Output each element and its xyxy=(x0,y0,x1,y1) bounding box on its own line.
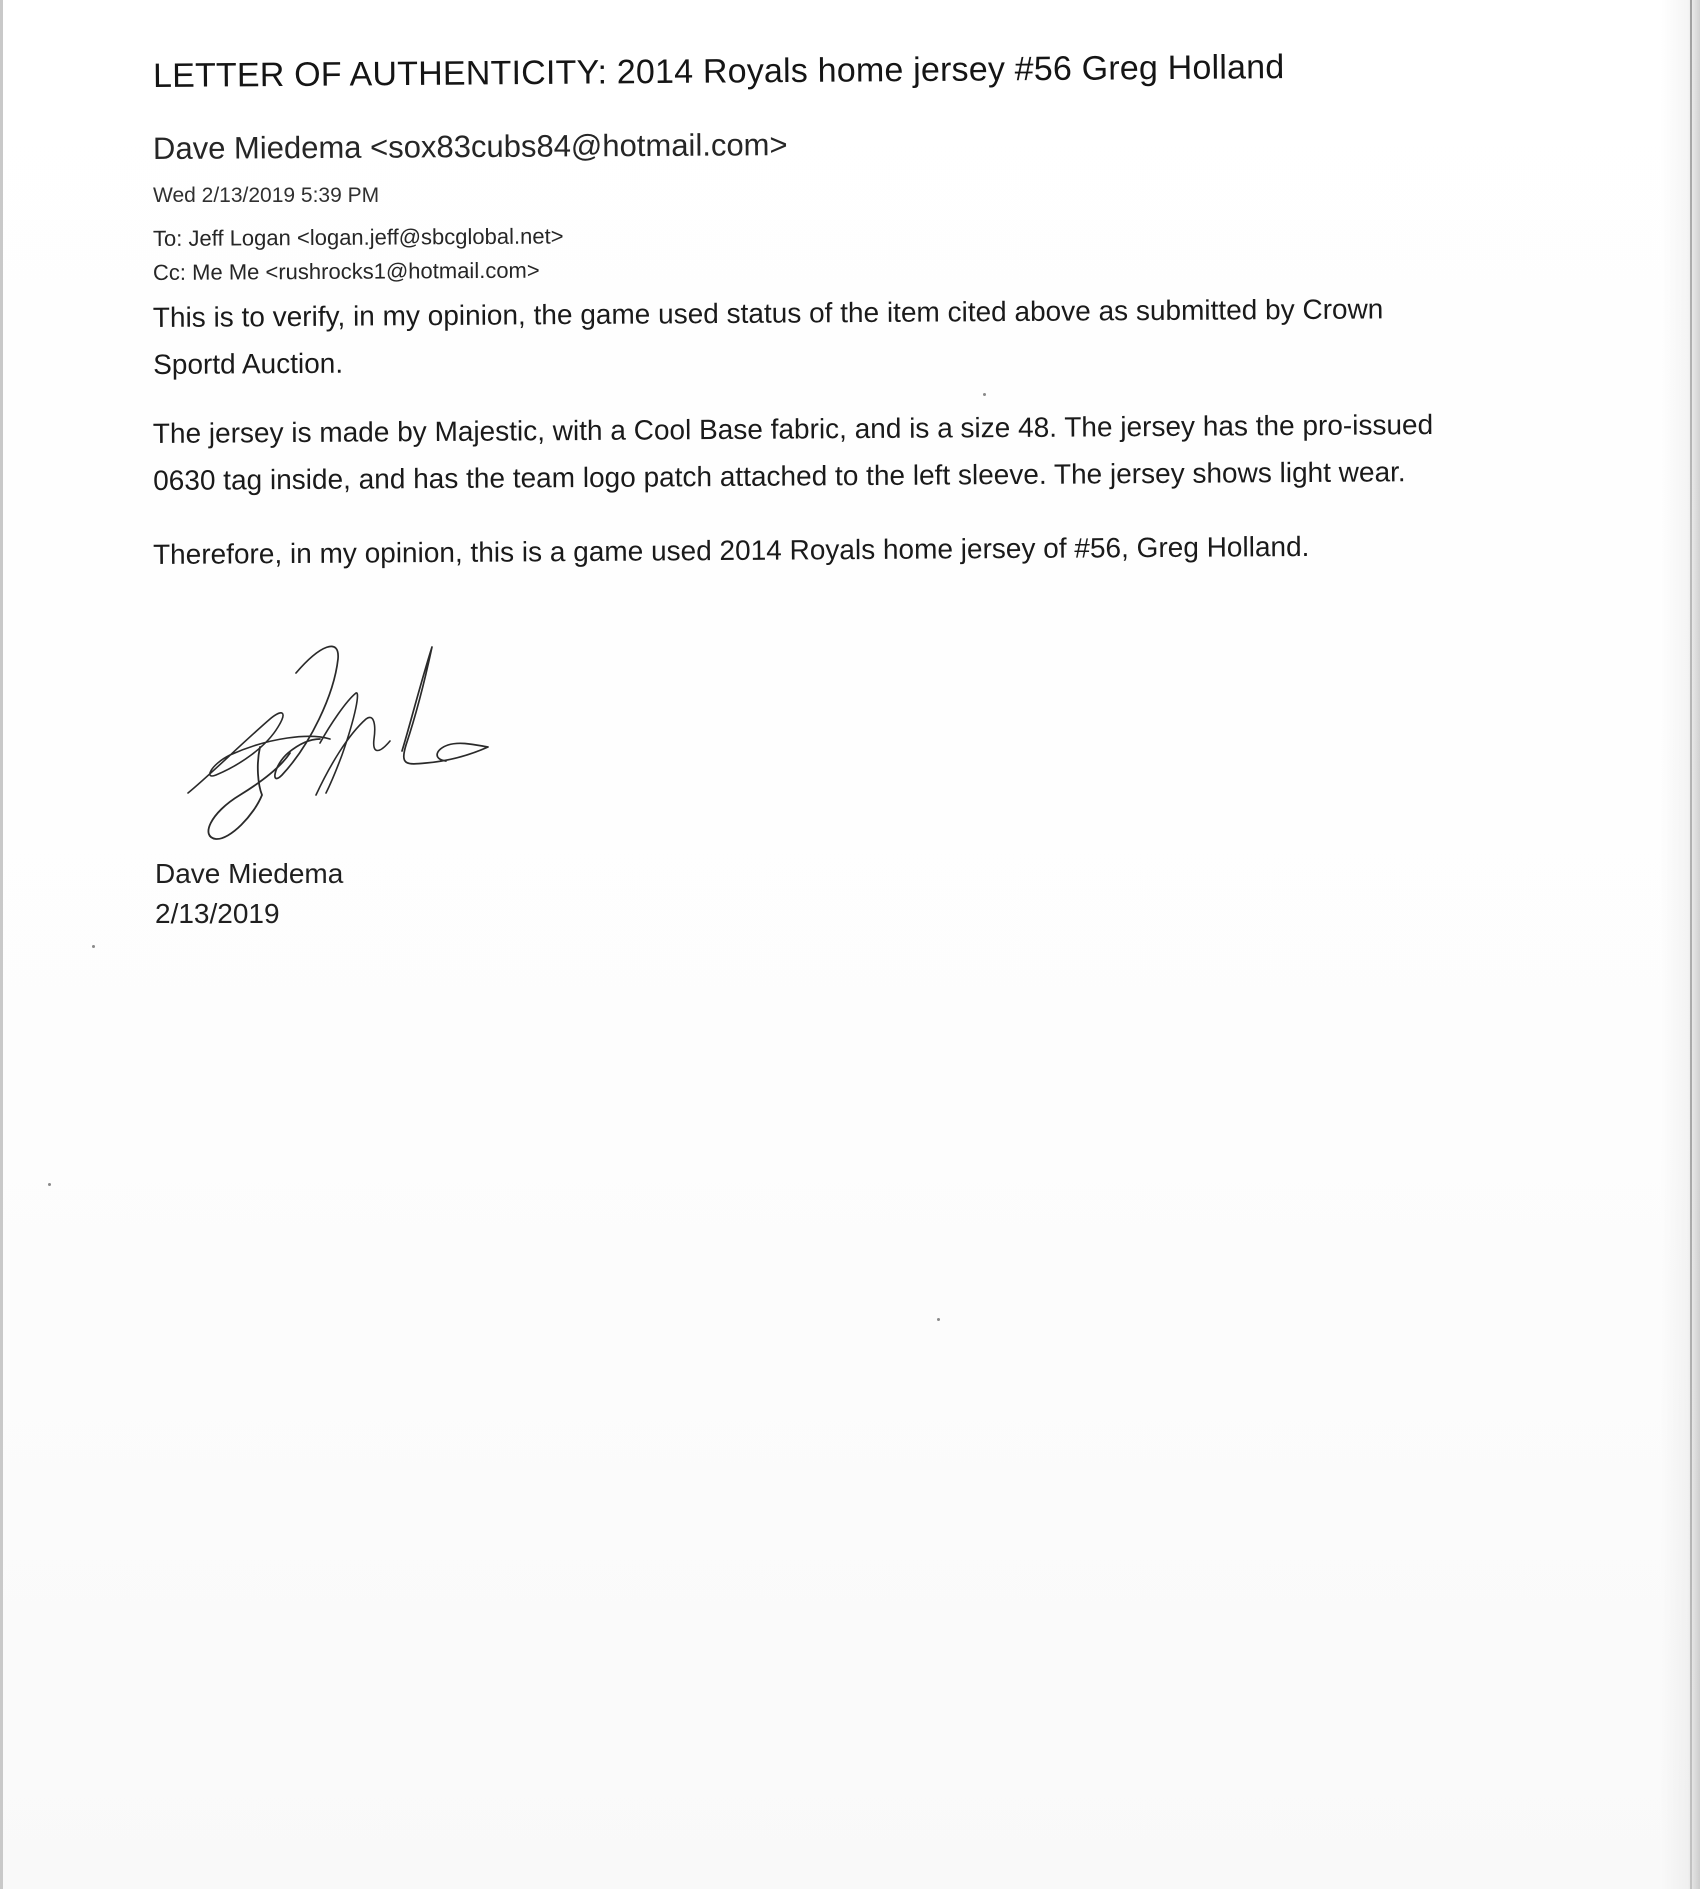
paragraph-line: Sportd Auction. xyxy=(153,347,344,380)
scan-speck xyxy=(937,1318,940,1321)
conclusion-paragraph xyxy=(153,523,1310,578)
scan-speck xyxy=(92,945,95,948)
email-sent-date: Wed 2/13/2019 5:39 PM xyxy=(153,184,380,207)
jersey-description-paragraph xyxy=(153,401,1434,504)
email-sender: Dave Miedema <sox83cubs84@hotmail.com> xyxy=(152,127,788,166)
paragraph-line: Therefore, in my opinion, this is a game used 2014 Royals home jersey of #56, Greg Holland. xyxy=(152,530,1310,570)
signature-name: Dave Miedema xyxy=(155,858,344,889)
paragraph-line: This is to verify, in my opinion, the game used status of the item cited above as submitted by Crown xyxy=(152,293,1384,334)
scan-speck xyxy=(983,393,986,396)
signature-date: 2/13/2019 xyxy=(155,898,280,929)
letter-title: LETTER OF AUTHENTICITY: 2014 Royals home jersey #56 Greg Holland xyxy=(152,48,1285,95)
handwritten-signature xyxy=(170,615,570,855)
scan-speck xyxy=(48,1183,51,1186)
page-left-edge xyxy=(0,0,3,1889)
cc-recipient: Me Me <rushrocks1@hotmail.com> xyxy=(192,257,540,285)
cc-label: Cc: xyxy=(152,259,187,285)
to-recipient: Jeff Logan <logan.jeff@sbcglobal.net> xyxy=(188,223,564,251)
to-label: To: xyxy=(152,225,183,251)
paragraph-line: 0630 tag inside, and has the team logo patch attached to the left sleeve. The jersey shows light wear. xyxy=(153,456,1406,496)
page-right-shadow xyxy=(1660,0,1700,1889)
verification-paragraph xyxy=(153,285,1384,388)
page-right-edge-line xyxy=(1690,0,1692,1889)
email-cc-line xyxy=(153,258,540,286)
paragraph-line: The jersey is made by Majestic, with a Cool Base fabric, and is a size 48. The jersey has the pro-issued xyxy=(152,409,1434,450)
email-to-line xyxy=(153,223,564,252)
